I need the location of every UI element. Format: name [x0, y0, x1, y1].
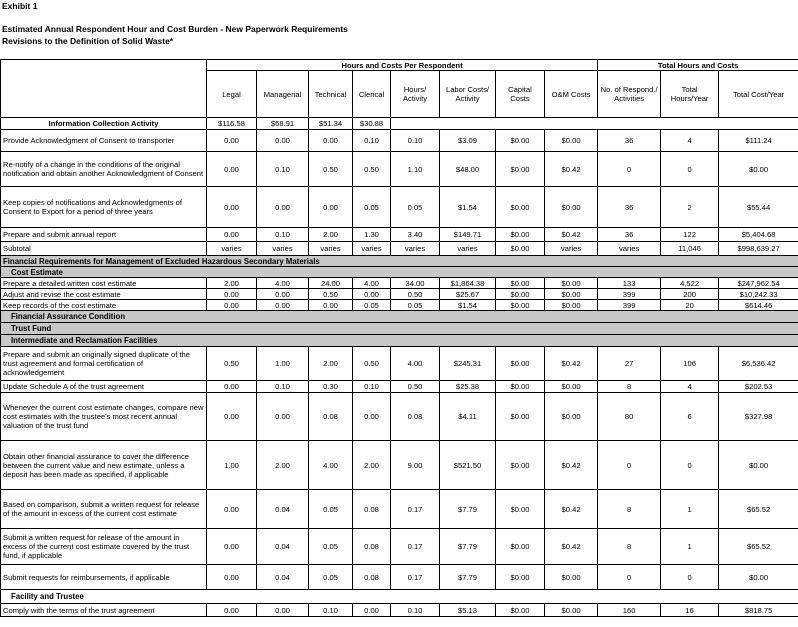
- value-cell: 80: [598, 393, 661, 441]
- value-cell: 36: [598, 187, 661, 228]
- value-cell: 1: [661, 529, 719, 565]
- value-cell: $0.00: [545, 565, 598, 590]
- value-cell: 0: [661, 152, 719, 187]
- activity-cell: Adjust and revise the cost estimate: [1, 289, 207, 300]
- value-cell: 0.05: [391, 187, 440, 228]
- value-cell: $3.09: [440, 130, 496, 152]
- value-cell: 8: [598, 490, 661, 529]
- value-cell: 0.08: [309, 393, 353, 441]
- value-cell: $0.00: [496, 300, 545, 311]
- section-label: Financial Requirements for Management of Excluded Hazardous Secondary Materials: [1, 256, 798, 267]
- value-cell: 0.50: [309, 289, 353, 300]
- value-cell: $521.50: [440, 441, 496, 490]
- value-cell: $0.42: [545, 228, 598, 242]
- value-cell: 0.00: [207, 228, 257, 242]
- value-cell: 0.50: [391, 381, 440, 393]
- activity-cell: Prepare and submit an originally signed duplicate of the trust agreement and formal certification of acknowledgement: [1, 347, 207, 381]
- activity-cell: Keep copies of notifications and Acknowledgments of Consent to Export for a period of three years: [1, 187, 207, 228]
- value-cell: $0.00: [496, 490, 545, 529]
- value-cell: 6: [661, 393, 719, 441]
- value-cell: $0.00: [545, 289, 598, 300]
- value-cell: $0.00: [496, 242, 545, 256]
- value-cell: 0.00: [207, 130, 257, 152]
- value-cell: varies: [440, 242, 496, 256]
- value-cell: 0.04: [257, 529, 309, 565]
- section-label: Cost Estimate: [1, 267, 798, 278]
- value-cell: 36: [598, 130, 661, 152]
- table-row: [1, 278, 798, 289]
- column-header: Legal: [207, 71, 257, 118]
- value-cell: 0.50: [353, 152, 391, 187]
- value-cell: $245.31: [440, 347, 496, 381]
- value-cell: $48.00: [440, 152, 496, 187]
- table-row: [1, 187, 798, 228]
- value-cell: 160: [598, 604, 661, 617]
- activity-cell: Based on comparison, submit a written request for release of the amount in excess of the current cost estimate: [1, 490, 207, 529]
- value-cell: varies: [598, 242, 661, 256]
- value-cell: $614.46: [719, 300, 798, 311]
- value-cell: 0.50: [207, 347, 257, 381]
- value-cell: 11,046: [661, 242, 719, 256]
- value-cell: 4.00: [257, 278, 309, 289]
- value-cell: $6,536.42: [719, 347, 798, 381]
- value-cell: $149.71: [440, 228, 496, 242]
- value-cell: 0.10: [257, 228, 309, 242]
- value-cell: 0.00: [309, 300, 353, 311]
- value-cell: 24.00: [309, 278, 353, 289]
- table-row: [1, 604, 798, 617]
- activity-cell: Whenever the current cost estimate changes, compare new cost estimates with the trustee's most recent annual valuation of the trust fund: [1, 393, 207, 441]
- value-cell: $0.00: [496, 130, 545, 152]
- value-cell: $327.98: [719, 393, 798, 441]
- value-cell: $0.42: [545, 152, 598, 187]
- table-row: [1, 130, 798, 152]
- value-cell: 0.00: [257, 187, 309, 228]
- value-cell: 2: [661, 187, 719, 228]
- value-cell: 0.08: [353, 529, 391, 565]
- value-cell: 1.00: [207, 441, 257, 490]
- activity-cell: Subtotal: [1, 242, 207, 256]
- value-cell: $0.42: [545, 347, 598, 381]
- value-cell: 0.04: [257, 565, 309, 590]
- activity-cell: Comply with the terms of the trust agreement: [1, 604, 207, 617]
- activity-cell: Submit requests for reimbursements, if applicable: [1, 565, 207, 590]
- value-cell: 4.00: [391, 347, 440, 381]
- value-cell: 0.10: [353, 381, 391, 393]
- value-cell: 0.05: [309, 529, 353, 565]
- value-cell: 1: [661, 490, 719, 529]
- value-cell: 0: [661, 565, 719, 590]
- value-cell: $1.54: [440, 187, 496, 228]
- header-blank: [1, 60, 207, 118]
- column-header: O&M Costs: [545, 71, 598, 118]
- value-cell: 133: [598, 278, 661, 289]
- section-row: [1, 335, 798, 347]
- value-cell: 0.00: [353, 604, 391, 617]
- table-row: [1, 347, 798, 381]
- value-cell: 0.08: [353, 565, 391, 590]
- value-cell: 0.00: [257, 130, 309, 152]
- value-cell: $0.00: [545, 130, 598, 152]
- value-cell: $0.00: [545, 300, 598, 311]
- column-header: Labor Costs/ Activity: [440, 71, 496, 118]
- value-cell: 2.00: [309, 228, 353, 242]
- rate-filler: [391, 118, 798, 130]
- value-cell: $111.24: [719, 130, 798, 152]
- value-cell: 4.00: [309, 441, 353, 490]
- value-cell: 0.04: [257, 490, 309, 529]
- table-row: [1, 289, 798, 300]
- value-cell: 0.00: [207, 529, 257, 565]
- section-row: [1, 267, 798, 278]
- value-cell: $0.00: [496, 228, 545, 242]
- value-cell: $0.00: [496, 565, 545, 590]
- value-cell: $0.00: [719, 565, 798, 590]
- value-cell: $10,242.33: [719, 289, 798, 300]
- value-cell: $4.11: [440, 393, 496, 441]
- value-cell: 2.00: [309, 347, 353, 381]
- value-cell: $5,404.68: [719, 228, 798, 242]
- activity-cell: Obtain other financial assurance to cover the difference between the current value and new estimate, unless a deposit has been made as specified, if applicable: [1, 441, 207, 490]
- value-cell: $0.00: [496, 152, 545, 187]
- value-cell: $25.67: [440, 289, 496, 300]
- value-cell: 0.17: [391, 490, 440, 529]
- table-row: [1, 381, 798, 393]
- value-cell: 0.05: [309, 490, 353, 529]
- value-cell: 20: [661, 300, 719, 311]
- value-cell: 122: [661, 228, 719, 242]
- hourly-rate: $68.91: [257, 118, 309, 130]
- value-cell: 0.05: [353, 187, 391, 228]
- value-cell: 0.00: [207, 381, 257, 393]
- column-header: Clerical: [353, 71, 391, 118]
- column-header: Technical: [309, 71, 353, 118]
- table-row: [1, 242, 798, 256]
- value-cell: 106: [661, 347, 719, 381]
- value-cell: 0.00: [207, 152, 257, 187]
- value-cell: 0.00: [207, 300, 257, 311]
- table-row: [1, 565, 798, 590]
- value-cell: 0.10: [309, 604, 353, 617]
- table-row: [1, 529, 798, 565]
- value-cell: $7.79: [440, 490, 496, 529]
- section-row: [1, 311, 798, 323]
- value-cell: 4: [661, 381, 719, 393]
- value-cell: 34.00: [391, 278, 440, 289]
- column-header: Total Cost/Year: [719, 71, 798, 118]
- value-cell: $7.79: [440, 565, 496, 590]
- value-cell: 0.00: [353, 289, 391, 300]
- value-cell: $65.52: [719, 490, 798, 529]
- value-cell: 399: [598, 289, 661, 300]
- value-cell: $0.00: [545, 278, 598, 289]
- table-row: [1, 228, 798, 242]
- column-header: No. of Respond./ Activities: [598, 71, 661, 118]
- column-header: Managerial: [257, 71, 309, 118]
- value-cell: 0.05: [391, 300, 440, 311]
- column-header: Capital Costs: [496, 71, 545, 118]
- value-cell: 0.17: [391, 565, 440, 590]
- value-cell: 0.10: [391, 604, 440, 617]
- value-cell: varies: [257, 242, 309, 256]
- value-cell: 0.10: [353, 130, 391, 152]
- section-label: Facility and Trustee: [1, 590, 798, 604]
- value-cell: 36: [598, 228, 661, 242]
- value-cell: $0.00: [496, 604, 545, 617]
- value-cell: $0.00: [496, 347, 545, 381]
- value-cell: 399: [598, 300, 661, 311]
- section-label: Intermediate and Reclamation Facilities: [1, 335, 798, 347]
- value-cell: 0.00: [207, 187, 257, 228]
- value-cell: 0.00: [257, 289, 309, 300]
- value-cell: 0.30: [309, 381, 353, 393]
- section-row: [1, 590, 798, 604]
- section-row: [1, 256, 798, 267]
- table-row: [1, 393, 798, 441]
- value-cell: $0.00: [545, 381, 598, 393]
- value-cell: 1.00: [257, 347, 309, 381]
- value-cell: $65.52: [719, 529, 798, 565]
- value-cell: varies: [309, 242, 353, 256]
- value-cell: varies: [391, 242, 440, 256]
- value-cell: $0.42: [545, 490, 598, 529]
- value-cell: $818.75: [719, 604, 798, 617]
- value-cell: 0: [661, 441, 719, 490]
- value-cell: 0.00: [257, 393, 309, 441]
- table-row: [1, 300, 798, 311]
- value-cell: 1.30: [353, 228, 391, 242]
- activity-cell: Update Schedule A of the trust agreement: [1, 381, 207, 393]
- value-cell: 0.00: [207, 565, 257, 590]
- value-cell: 0.00: [309, 187, 353, 228]
- value-cell: 0.05: [309, 565, 353, 590]
- value-cell: varies: [207, 242, 257, 256]
- value-cell: 1.10: [391, 152, 440, 187]
- document-title: Estimated Annual Respondent Hour and Cost Burden - New Paperwork Requirements: [2, 24, 348, 34]
- value-cell: $7.79: [440, 529, 496, 565]
- value-cell: 4,522: [661, 278, 719, 289]
- value-cell: varies: [353, 242, 391, 256]
- value-cell: $0.00: [719, 441, 798, 490]
- value-cell: 0.00: [257, 300, 309, 311]
- value-cell: 0.10: [391, 130, 440, 152]
- section-label: Financial Assurance Condition: [1, 311, 798, 323]
- value-cell: 0.00: [207, 490, 257, 529]
- value-cell: 2.00: [353, 441, 391, 490]
- value-cell: $1,864.38: [440, 278, 496, 289]
- activity-cell: Prepare a detailed written cost estimate: [1, 278, 207, 289]
- burden-table: [0, 59, 798, 617]
- value-cell: $202.53: [719, 381, 798, 393]
- value-cell: $0.00: [496, 187, 545, 228]
- hourly-rate: $30.88: [353, 118, 391, 130]
- group-per-respondent: Hours and Costs Per Respondent: [207, 60, 598, 71]
- value-cell: 4.00: [353, 278, 391, 289]
- value-cell: 0.05: [353, 300, 391, 311]
- value-cell: $998,639.27: [719, 242, 798, 256]
- activity-cell: Submit a written request for release of the amount in excess of the current cost estimate covered by the trust fund, if applicable: [1, 529, 207, 565]
- value-cell: 2.00: [207, 278, 257, 289]
- value-cell: $0.00: [496, 529, 545, 565]
- value-cell: $0.00: [496, 441, 545, 490]
- document-subtitle: Revisions to the Definition of Solid Waste*: [2, 36, 174, 46]
- value-cell: $0.00: [545, 187, 598, 228]
- value-cell: 4: [661, 130, 719, 152]
- value-cell: 0.00: [207, 289, 257, 300]
- value-cell: $55.44: [719, 187, 798, 228]
- activity-cell: Provide Acknowledgment of Consent to transporter: [1, 130, 207, 152]
- value-cell: $247,962.54: [719, 278, 798, 289]
- table-row: [1, 441, 798, 490]
- value-cell: 0: [598, 152, 661, 187]
- table-row: [1, 490, 798, 529]
- value-cell: $0.42: [545, 529, 598, 565]
- value-cell: $1.54: [440, 300, 496, 311]
- activity-cell: Keep records of the cost estimate: [1, 300, 207, 311]
- value-cell: 27: [598, 347, 661, 381]
- value-cell: 3.40: [391, 228, 440, 242]
- value-cell: 0.00: [257, 604, 309, 617]
- section-row: [1, 323, 798, 335]
- value-cell: 0.10: [257, 152, 309, 187]
- value-cell: 0.00: [309, 130, 353, 152]
- value-cell: 16: [661, 604, 719, 617]
- exhibit-label: Exhibit 1: [2, 1, 38, 11]
- value-cell: 0: [598, 565, 661, 590]
- value-cell: $0.00: [545, 604, 598, 617]
- value-cell: $0.42: [545, 441, 598, 490]
- value-cell: $0.00: [719, 152, 798, 187]
- value-cell: 0.50: [353, 347, 391, 381]
- value-cell: 0.08: [391, 393, 440, 441]
- value-cell: 8: [598, 381, 661, 393]
- value-cell: 0.00: [207, 604, 257, 617]
- value-cell: $0.00: [496, 381, 545, 393]
- value-cell: 0.00: [353, 393, 391, 441]
- column-header: Total Hours/Year: [661, 71, 719, 118]
- value-cell: $25.38: [440, 381, 496, 393]
- value-cell: 2.00: [257, 441, 309, 490]
- section-label: Trust Fund: [1, 323, 798, 335]
- value-cell: $0.00: [545, 393, 598, 441]
- hourly-rate: $116.58: [207, 118, 257, 130]
- value-cell: 0.08: [353, 490, 391, 529]
- table-row: [1, 152, 798, 187]
- value-cell: 0.00: [207, 393, 257, 441]
- value-cell: 0: [598, 441, 661, 490]
- value-cell: 9.00: [391, 441, 440, 490]
- activity-cell: Re-notify of a change in the conditions of the original notification and obtain another Acknowledgment of Consent: [1, 152, 207, 187]
- column-header: Hours/ Activity: [391, 71, 440, 118]
- value-cell: 0.17: [391, 529, 440, 565]
- activity-cell: Prepare and submit annual report: [1, 228, 207, 242]
- group-total: Total Hours and Costs: [598, 60, 798, 71]
- info-collection-label: Information Collection Activity: [1, 118, 207, 130]
- value-cell: 0.10: [257, 381, 309, 393]
- hourly-rate: $51.34: [309, 118, 353, 130]
- value-cell: 0.50: [391, 289, 440, 300]
- value-cell: 8: [598, 529, 661, 565]
- value-cell: 0.50: [309, 152, 353, 187]
- value-cell: 200: [661, 289, 719, 300]
- value-cell: $0.00: [496, 393, 545, 441]
- value-cell: $0.00: [496, 289, 545, 300]
- value-cell: varies: [545, 242, 598, 256]
- value-cell: $0.00: [496, 278, 545, 289]
- value-cell: $5.13: [440, 604, 496, 617]
